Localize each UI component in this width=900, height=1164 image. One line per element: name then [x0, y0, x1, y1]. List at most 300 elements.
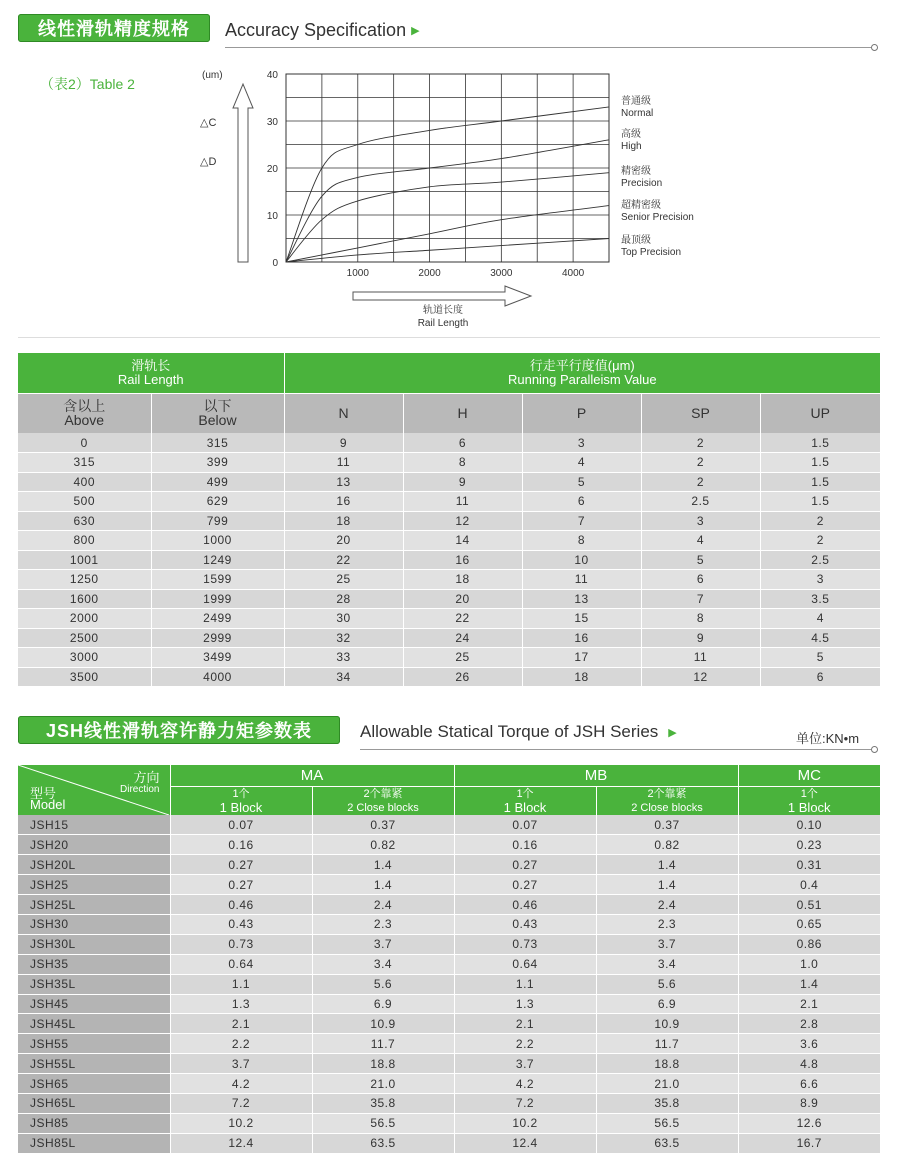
below-header-en: Below [198, 412, 237, 429]
section-title-accuracy [225, 20, 420, 41]
parallelism-header [284, 353, 880, 393]
table-row [18, 648, 880, 668]
table-row [18, 1074, 880, 1094]
table-cell: 2.2 [170, 1034, 312, 1054]
table-cell: 6 [760, 667, 880, 687]
legend-high-en: High [621, 141, 642, 152]
above-header-cn: 含以上 [63, 398, 106, 415]
y-tick-label: 30 [266, 117, 278, 128]
legend-normal-en: Normal [621, 108, 654, 119]
table-row [18, 934, 880, 954]
table-cell: 315 [151, 433, 284, 453]
table-cell: 1999 [151, 589, 284, 609]
table-cell: 4000 [151, 667, 284, 687]
legend-top-cn: 最顶级 [621, 235, 651, 246]
table-cell: 6 [522, 492, 641, 512]
table-cell: 4 [760, 609, 880, 629]
ma-header: MA [170, 765, 454, 786]
rail-length-header-en: Rail Length [117, 371, 184, 387]
legend-normal-cn: 普通级 [621, 96, 651, 107]
ma-one-en: 1 Block [219, 799, 263, 815]
series-line-4 [286, 239, 609, 263]
table-row [18, 895, 880, 915]
mb-header: MB [454, 765, 738, 786]
table-cell: 1.4 [312, 855, 454, 875]
table-cell: 63.5 [596, 1133, 738, 1153]
table-cell: 1.1 [454, 974, 596, 994]
table-cell: 0.27 [454, 855, 596, 875]
model-cell: JSH65 [18, 1074, 170, 1094]
arrow-right-icon: ▶ [668, 726, 677, 739]
table-cell: 0.16 [454, 835, 596, 855]
table-cell: 1.5 [760, 453, 880, 473]
table-cell: 0.86 [738, 934, 880, 954]
ma-two-en: 2 Close blocks [347, 801, 419, 814]
table-cell: 0.43 [454, 914, 596, 934]
table-cell: 2.1 [170, 1014, 312, 1034]
model-cell: JSH20 [18, 835, 170, 855]
table-cell: 18 [284, 511, 403, 531]
table-cell: 18.8 [312, 1054, 454, 1074]
mc-one-block-header [738, 786, 880, 815]
table-cell: 399 [151, 453, 284, 473]
table-cell: 1600 [18, 589, 151, 609]
section-divider [360, 749, 871, 750]
table-cell: 16.7 [738, 1133, 880, 1153]
table-cell: 2.5 [641, 492, 760, 512]
y-tick-label: 40 [266, 70, 278, 81]
table-cell: 3 [641, 511, 760, 531]
x-tick-label: 1000 [346, 268, 369, 279]
table-cell: 12 [403, 511, 522, 531]
table-row [18, 1133, 880, 1153]
table-cell: 12.6 [738, 1113, 880, 1133]
direction-cn: 方向 [133, 770, 160, 785]
table-cell: 11.7 [596, 1034, 738, 1054]
above-header-en: Above [64, 412, 105, 429]
table-cell: 13 [284, 472, 403, 492]
table-cell: 22 [403, 609, 522, 629]
table-cell: 3.7 [454, 1054, 596, 1074]
model-direction-header [18, 765, 170, 815]
legend-senior-en: Senior Precision [621, 212, 694, 223]
table-row [18, 472, 880, 492]
table-cell: 20 [284, 531, 403, 551]
table-cell: 2999 [151, 628, 284, 648]
table-cell: 24 [403, 628, 522, 648]
mc-one-cn: 1个 [800, 787, 818, 800]
table-cell: 0.46 [170, 895, 312, 915]
table-cell: 2.3 [596, 914, 738, 934]
unit-label: 单位:KN•m [796, 731, 860, 746]
table-cell: 28 [284, 589, 403, 609]
table-cell: 0.65 [738, 914, 880, 934]
table-cell: 3.4 [596, 954, 738, 974]
table-row [18, 570, 880, 590]
model-cell: JSH25L [18, 895, 170, 915]
table-cell: 6.9 [312, 994, 454, 1014]
table-cell: 2 [760, 531, 880, 551]
table-cell: 14 [403, 531, 522, 551]
table-cell: 0.27 [454, 875, 596, 895]
table-cell: 0.23 [738, 835, 880, 855]
chart-grid [286, 74, 609, 262]
table-cell: 2.1 [454, 1014, 596, 1034]
above-header [18, 393, 151, 433]
table-cell: 4.2 [454, 1074, 596, 1094]
table-row [18, 667, 880, 687]
figure-divider [18, 337, 880, 338]
table-row [18, 855, 880, 875]
table-row [18, 492, 880, 512]
model-cn: 型号 [30, 786, 57, 801]
table-cell: 6.9 [596, 994, 738, 1014]
mb-one-block-header [454, 786, 596, 815]
table-cell: 2.5 [760, 550, 880, 570]
table-cell: 18 [403, 570, 522, 590]
table-cell: 3.4 [312, 954, 454, 974]
table-cell: 12 [641, 667, 760, 687]
model-cell: JSH45L [18, 1014, 170, 1034]
table-row [18, 1014, 880, 1034]
table-cell: 2 [760, 511, 880, 531]
table-cell: 1.3 [454, 994, 596, 1014]
parallelism-table [18, 353, 880, 687]
table-cell: 3500 [18, 667, 151, 687]
parallelism-header-en: Running Paralleism Value [507, 371, 657, 387]
delta-c-label: △C [200, 117, 217, 129]
x-axis-label-en: Rail Length [417, 318, 469, 329]
figure-caption: （表2）Table 2 [40, 76, 135, 92]
table-row [18, 1034, 880, 1054]
table-cell: 7.2 [170, 1093, 312, 1113]
table-cell: 21.0 [596, 1074, 738, 1094]
table-row [18, 994, 880, 1014]
table-cell: 1000 [151, 531, 284, 551]
model-cell: JSH25 [18, 875, 170, 895]
table-cell: 10.9 [596, 1014, 738, 1034]
right-arrow-icon [353, 286, 531, 306]
table-cell: 9 [641, 628, 760, 648]
arrow-right-icon: ▶ [411, 25, 420, 37]
table-cell: 0.27 [170, 875, 312, 895]
table-cell: 2.4 [596, 895, 738, 915]
x-axis-label-cn: 轨道长度 [423, 305, 463, 316]
table-cell: 4 [522, 453, 641, 473]
table-cell: 5.6 [312, 974, 454, 994]
below-header-cn: 以下 [203, 398, 232, 415]
section-title-torque-text: Allowable Statical Torque of JSH Series [360, 722, 659, 741]
torque-table [18, 765, 880, 1154]
table-cell: 18 [522, 667, 641, 687]
table-cell: 18.8 [596, 1054, 738, 1074]
model-en: Model [30, 797, 66, 812]
table-cell: 3 [760, 570, 880, 590]
table-cell: 9 [403, 472, 522, 492]
table-cell: 2.2 [454, 1034, 596, 1054]
table-cell: 7 [641, 589, 760, 609]
table-cell: 16 [403, 550, 522, 570]
table-row [18, 433, 880, 453]
col-n-header: N [284, 393, 403, 433]
parallelism-header-cn: 行走平行度值(μm) [529, 357, 635, 373]
table-cell: 3.5 [760, 589, 880, 609]
mc-header: MC [738, 765, 880, 786]
table-cell: 8 [522, 531, 641, 551]
table-cell: 22 [284, 550, 403, 570]
table-cell: 35.8 [312, 1093, 454, 1113]
table-cell: 0.82 [312, 835, 454, 855]
divider-end-icon [871, 44, 878, 51]
model-cell: JSH35L [18, 974, 170, 994]
table-cell: 7.2 [454, 1093, 596, 1113]
table-cell: 11.7 [312, 1034, 454, 1054]
mb-one-en: 1 Block [503, 799, 547, 815]
y-tick-label: 10 [266, 211, 278, 222]
section-tag-torque: JSH线性滑轨容许静力矩参数表 [18, 716, 340, 744]
table-cell: 4.5 [760, 628, 880, 648]
table-cell: 10.2 [454, 1113, 596, 1133]
table-cell: 1250 [18, 570, 151, 590]
table-cell: 6 [403, 433, 522, 453]
table-cell: 3499 [151, 648, 284, 668]
table-cell: 10 [522, 550, 641, 570]
model-cell: JSH35 [18, 954, 170, 974]
table-cell: 26 [403, 667, 522, 687]
col-up-header: UP [760, 393, 880, 433]
table-cell: 10.9 [312, 1014, 454, 1034]
series-line-2 [286, 173, 609, 262]
table-row [18, 550, 880, 570]
ma-one-block-header [170, 786, 312, 815]
table-cell: 1.4 [596, 875, 738, 895]
table-cell: 12.4 [170, 1133, 312, 1153]
y-unit-label: (um) [202, 70, 223, 81]
table-cell: 0.64 [454, 954, 596, 974]
table-cell: 2.8 [738, 1014, 880, 1034]
table-row [18, 914, 880, 934]
table-cell: 1.4 [312, 875, 454, 895]
table-cell: 2.3 [312, 914, 454, 934]
section-divider [225, 47, 871, 48]
mb-two-cn: 2个靠紧 [647, 787, 687, 800]
table-row [18, 589, 880, 609]
table-cell: 1.5 [760, 492, 880, 512]
table-row [18, 974, 880, 994]
section-title-accuracy-text: Accuracy Specification [225, 20, 407, 40]
table-cell: 25 [403, 648, 522, 668]
section-tag-accuracy: 线性滑轨精度规格 [18, 14, 210, 42]
table-cell: 2.4 [312, 895, 454, 915]
mb-two-blocks-header [596, 786, 738, 815]
x-tick-label: 4000 [561, 268, 585, 279]
table-cell: 500 [18, 492, 151, 512]
x-tick-label: 2000 [418, 268, 441, 279]
legend-top-en: Top Precision [621, 247, 682, 258]
table-cell: 3.7 [596, 934, 738, 954]
table-cell: 15 [522, 609, 641, 629]
table-cell: 5 [641, 550, 760, 570]
table-cell: 56.5 [596, 1113, 738, 1133]
table-cell: 2000 [18, 609, 151, 629]
table-row [18, 875, 880, 895]
table-cell: 8.9 [738, 1093, 880, 1113]
table-cell: 0.82 [596, 835, 738, 855]
table-row [18, 609, 880, 629]
table-cell: 16 [522, 628, 641, 648]
legend-precision-cn: 精密级 [621, 166, 651, 177]
series-line-1 [286, 140, 609, 262]
y-tick-label: 0 [272, 258, 278, 269]
table-cell: 33 [284, 648, 403, 668]
table-cell: 1.3 [170, 994, 312, 1014]
table-cell: 12.4 [454, 1133, 596, 1153]
col-p-header: P [522, 393, 641, 433]
chart-legend [621, 94, 694, 258]
parallelism-table-body [18, 433, 880, 687]
y-tick-label: 20 [266, 164, 278, 175]
legend-precision-en: Precision [621, 178, 663, 189]
table-cell: 0.43 [170, 914, 312, 934]
table-cell: 6 [641, 570, 760, 590]
table-row [18, 1113, 880, 1133]
col-h-header: H [403, 393, 522, 433]
table-cell: 2 [641, 433, 760, 453]
x-tick-label: 3000 [490, 268, 513, 279]
table-cell: 1001 [18, 550, 151, 570]
table-cell: 1.1 [170, 974, 312, 994]
table-cell: 4.2 [170, 1074, 312, 1094]
legend-senior-cn: 超精密级 [621, 200, 661, 211]
table-cell: 11 [284, 453, 403, 473]
table-cell: 2.1 [738, 994, 880, 1014]
model-cell: JSH20L [18, 855, 170, 875]
table-cell: 400 [18, 472, 151, 492]
table-cell: 8 [641, 609, 760, 629]
divider-end-icon [871, 746, 878, 753]
mb-two-en: 2 Close blocks [631, 801, 703, 814]
table-cell: 0.4 [738, 875, 880, 895]
model-cell: JSH15 [18, 815, 170, 835]
table-cell: 0.51 [738, 895, 880, 915]
table-cell: 0.16 [170, 835, 312, 855]
table-row [18, 835, 880, 855]
table-cell: 5.6 [596, 974, 738, 994]
table-cell: 629 [151, 492, 284, 512]
model-cell: JSH45 [18, 994, 170, 1014]
model-cell: JSH65L [18, 1093, 170, 1113]
mc-one-en: 1 Block [787, 799, 831, 815]
table-cell: 6.6 [738, 1074, 880, 1094]
table-cell: 1.5 [760, 472, 880, 492]
table-row [18, 531, 880, 551]
table-cell: 4 [641, 531, 760, 551]
table-cell: 11 [522, 570, 641, 590]
table-row [18, 954, 880, 974]
rail-length-header-cn: 滑轨长 [131, 357, 171, 373]
direction-en: Direction [120, 784, 160, 795]
model-cell: JSH30L [18, 934, 170, 954]
table-cell: 3 [522, 433, 641, 453]
table-cell: 11 [641, 648, 760, 668]
table-cell: 3.6 [738, 1034, 880, 1054]
table-cell: 315 [18, 453, 151, 473]
model-cell: JSH30 [18, 914, 170, 934]
table-cell: 1.4 [596, 855, 738, 875]
table-cell: 13 [522, 589, 641, 609]
table-cell: 0.73 [170, 934, 312, 954]
rail-length-header [18, 353, 284, 393]
table-cell: 1.0 [738, 954, 880, 974]
table-cell: 0.27 [170, 855, 312, 875]
table-cell: 2 [641, 472, 760, 492]
accuracy-chart [0, 60, 900, 340]
table-cell: 30 [284, 609, 403, 629]
table-cell: 17 [522, 648, 641, 668]
table-cell: 25 [284, 570, 403, 590]
model-cell: JSH55 [18, 1034, 170, 1054]
table-cell: 1249 [151, 550, 284, 570]
table-cell: 3000 [18, 648, 151, 668]
table-cell: 799 [151, 511, 284, 531]
table-cell: 0.46 [454, 895, 596, 915]
table-cell: 0.64 [170, 954, 312, 974]
delta-d-label: △D [200, 156, 217, 168]
table-cell: 9 [284, 433, 403, 453]
ma-one-cn: 1个 [232, 787, 250, 800]
table-cell: 3.7 [170, 1054, 312, 1074]
table-cell: 5 [522, 472, 641, 492]
table-cell: 3.7 [312, 934, 454, 954]
table-cell: 1.4 [738, 974, 880, 994]
torque-table-body [18, 815, 880, 1153]
mb-one-cn: 1个 [516, 787, 534, 800]
table-cell: 1599 [151, 570, 284, 590]
table-cell: 7 [522, 511, 641, 531]
table-cell: 35.8 [596, 1093, 738, 1113]
table-cell: 0.37 [312, 815, 454, 835]
table-cell: 0 [18, 433, 151, 453]
legend-high-cn: 高级 [621, 129, 641, 140]
table-cell: 5 [760, 648, 880, 668]
table-cell: 63.5 [312, 1133, 454, 1153]
table-cell: 630 [18, 511, 151, 531]
ma-two-blocks-header [312, 786, 454, 815]
table-cell: 21.0 [312, 1074, 454, 1094]
model-cell: JSH85L [18, 1133, 170, 1153]
table-cell: 0.07 [170, 815, 312, 835]
section-title-torque [360, 722, 677, 742]
table-cell: 8 [403, 453, 522, 473]
up-arrow-icon [233, 84, 253, 262]
table-row [18, 511, 880, 531]
model-cell: JSH55L [18, 1054, 170, 1074]
table-cell: 499 [151, 472, 284, 492]
table-row [18, 453, 880, 473]
table-cell: 56.5 [312, 1113, 454, 1133]
table-cell: 1.5 [760, 433, 880, 453]
table-cell: 0.07 [454, 815, 596, 835]
table-cell: 0.73 [454, 934, 596, 954]
table-cell: 4.8 [738, 1054, 880, 1074]
table-cell: 20 [403, 589, 522, 609]
table-row [18, 1054, 880, 1074]
table-row [18, 815, 880, 835]
table-row [18, 1093, 880, 1113]
table-cell: 800 [18, 531, 151, 551]
table-cell: 0.37 [596, 815, 738, 835]
table-cell: 10.2 [170, 1113, 312, 1133]
